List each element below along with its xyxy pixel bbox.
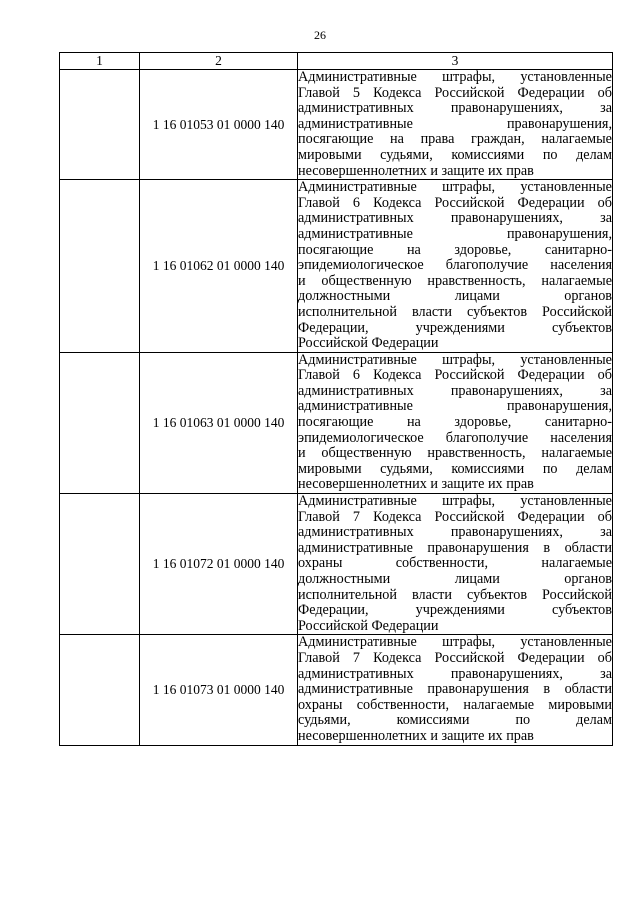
row-number-cell — [60, 494, 140, 635]
column-header-3: 3 — [298, 53, 613, 70]
description-line: административные правонарушения в области — [298, 681, 612, 698]
description-line: мировыми судьями, комиссиями по делам — [298, 460, 612, 477]
description-line: Административные штрафы, установленные — [298, 493, 612, 510]
description-line: посягающие на права граждан, налагаемые — [298, 131, 612, 148]
classification-code: 1 16 01073 01 0000 140 — [140, 635, 298, 745]
description-line: Административные штрафы, установленные — [298, 179, 612, 196]
description-line: мировыми судьями, комиссиями по делам — [298, 146, 612, 163]
classification-code: 1 16 01063 01 0000 140 — [140, 352, 298, 493]
classification-code: 1 16 01072 01 0000 140 — [140, 494, 298, 635]
description-line: эпидемиологическое благополучие населения — [298, 429, 612, 446]
description-cell — [298, 494, 613, 635]
description-line: Главой 7 Кодекса Российской Федерации об — [298, 508, 612, 525]
description-line: административных правонарушениях, за — [298, 524, 612, 541]
classification-code: 1 16 01062 01 0000 140 — [140, 180, 298, 353]
description-line: должностными лицами органов — [298, 571, 612, 587]
row-number-cell — [60, 635, 140, 745]
description-line: и общественную нравственность, налагаемые — [298, 445, 612, 462]
description-line: посягающие на здоровье, санитарно- — [298, 241, 612, 258]
column-header-2: 2 — [140, 53, 298, 70]
description-line: административные правонарушения, — [298, 398, 612, 415]
row-number-cell — [60, 352, 140, 493]
description-line: Российской Федерации — [298, 617, 439, 634]
description-line: Федерации, учреждениями субъектов — [298, 319, 612, 336]
row-number-cell — [60, 70, 140, 180]
table-row — [60, 180, 613, 353]
description-line: административные правонарушения, — [298, 225, 612, 242]
description-line: административных правонарушениях, за — [298, 210, 612, 227]
budget-codes-table — [59, 52, 613, 746]
table-row — [60, 494, 613, 635]
description-line: несовершеннолетних и защите их прав — [298, 162, 534, 179]
description-line: должностными лицами органов — [298, 288, 612, 305]
description-line: охраны собственности, налагаемые мировыми — [298, 696, 612, 713]
page-number: 26 — [314, 28, 326, 42]
description-line: Главой 6 Кодекса Российской Федерации об — [298, 194, 612, 211]
classification-code: 1 16 01053 01 0000 140 — [140, 70, 298, 180]
description-line: Административные штрафы, установленные — [298, 351, 612, 368]
description-line: административных правонарушениях, за — [298, 382, 612, 399]
description-line: Административные штрафы, установленные — [298, 634, 612, 651]
description-line: исполнительной власти субъектов Российской — [298, 303, 612, 320]
description-line: административных правонарушениях, за — [298, 665, 612, 682]
description-line: исполнительной власти субъектов Российской — [298, 586, 612, 603]
description-line: Федерации, учреждениями субъектов — [298, 602, 612, 619]
description-line: несовершеннолетних и защите их прав — [298, 476, 534, 493]
description-line: Российской Федерации — [298, 335, 439, 352]
description-line: Административные штрафы, установленные — [298, 69, 612, 85]
table-row — [60, 70, 613, 180]
description-line: судьями, комиссиями по делам — [298, 712, 612, 729]
description-cell — [298, 635, 613, 745]
description-cell — [298, 70, 613, 180]
description-line: несовершеннолетних и защите их прав — [298, 727, 534, 744]
description-line: Главой 5 Кодекса Российской Федерации об — [298, 84, 612, 101]
description-line: охраны собственности, налагаемые — [298, 555, 612, 572]
description-line: административные правонарушения, — [298, 115, 612, 132]
table-header-row — [60, 53, 613, 70]
description-line: посягающие на здоровье, санитарно- — [298, 414, 612, 431]
row-number-cell — [60, 180, 140, 353]
table-row — [60, 352, 613, 493]
description-line: Главой 7 Кодекса Российской Федерации об — [298, 649, 612, 666]
description-line: Главой 6 Кодекса Российской Федерации об — [298, 367, 612, 384]
description-cell — [298, 180, 613, 353]
description-cell — [298, 352, 613, 493]
description-line: административные правонарушения в области — [298, 539, 612, 556]
description-line: административных правонарушениях, за — [298, 100, 612, 117]
description-line: эпидемиологическое благополучие населения — [298, 257, 612, 274]
table-row — [60, 635, 613, 745]
column-header-1: 1 — [60, 53, 140, 70]
description-line: и общественную нравственность, налагаемые — [298, 272, 612, 289]
